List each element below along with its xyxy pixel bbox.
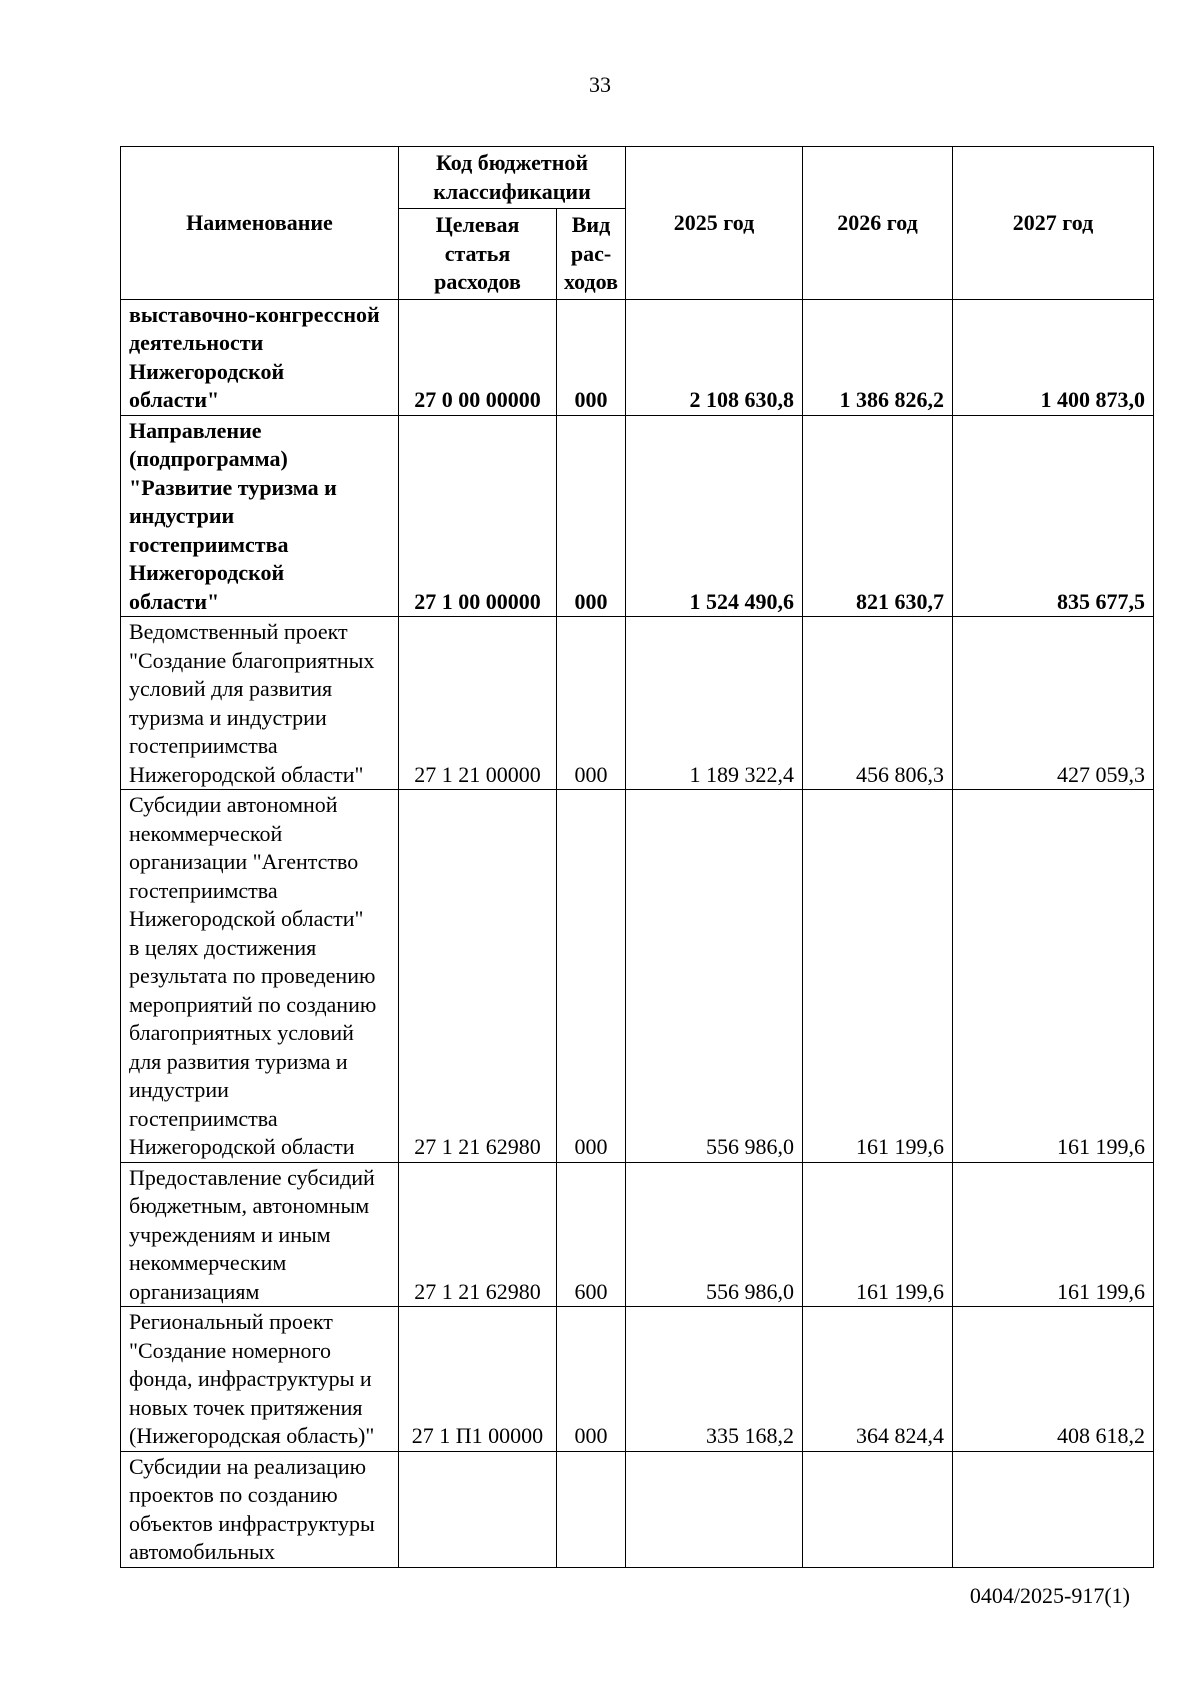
table-row bbox=[121, 790, 1154, 1163]
row-2025: 1 189 322,4 bbox=[626, 617, 803, 790]
row-expense-type: 000 bbox=[557, 1307, 626, 1452]
row-2027: 835 677,5 bbox=[953, 415, 1154, 617]
row-2027: 408 618,2 bbox=[953, 1307, 1154, 1452]
row-expense-type: 000 bbox=[557, 617, 626, 790]
row-2026: 161 199,6 bbox=[803, 790, 953, 1163]
row-expense-type: 000 bbox=[557, 415, 626, 617]
row-2026: 161 199,6 bbox=[803, 1162, 953, 1307]
row-name: Ведомственный проект "Создание благоприятных условий для развития туризма и индустрии гостеприимства Нижегородской области" bbox=[121, 617, 399, 790]
header-name: Наименование bbox=[121, 147, 399, 300]
row-target-code: 27 1 00 00000 bbox=[399, 415, 557, 617]
table-row bbox=[121, 1162, 1154, 1307]
row-2025: 1 524 490,6 bbox=[626, 415, 803, 617]
row-2025: 556 986,0 bbox=[626, 1162, 803, 1307]
row-expense-type bbox=[557, 1451, 626, 1567]
header-2025: 2025 год bbox=[626, 147, 803, 300]
row-target-code bbox=[399, 1451, 557, 1567]
header-expense-type: Вид рас-ходов bbox=[557, 209, 626, 300]
row-2025: 335 168,2 bbox=[626, 1307, 803, 1452]
row-expense-type: 000 bbox=[557, 299, 626, 415]
row-name: Направление (подпрограмма) "Развитие туризма и индустрии гостеприимства Нижегородской области" bbox=[121, 415, 399, 617]
row-2026 bbox=[803, 1451, 953, 1567]
row-2027: 427 059,3 bbox=[953, 617, 1154, 790]
table-row bbox=[121, 299, 1154, 415]
row-name: Субсидии автономной некоммерческой организации "Агентство гостеприимства Нижегородской области" в целях достижения результата по проведению мероприятий по созданию благоприятных условий для развития туризма и индустрии гостеприимства Нижегородской области bbox=[121, 790, 399, 1163]
row-target-code: 27 1 21 62980 bbox=[399, 790, 557, 1163]
row-target-code: 27 1 П1 00000 bbox=[399, 1307, 557, 1452]
document-registration-code: 0404/2025-917(1) bbox=[969, 1583, 1130, 1608]
header-target-article: Целевая статья расходов bbox=[399, 209, 557, 300]
row-2025 bbox=[626, 1451, 803, 1567]
row-expense-type: 600 bbox=[557, 1162, 626, 1307]
row-2027: 1 400 873,0 bbox=[953, 299, 1154, 415]
page-number: 33 bbox=[589, 72, 611, 97]
row-2027: 161 199,6 bbox=[953, 1162, 1154, 1307]
row-name: выставочно-конгрессной деятельности Нижегородской области" bbox=[121, 299, 399, 415]
row-2025: 2 108 630,8 bbox=[626, 299, 803, 415]
row-target-code: 27 0 00 00000 bbox=[399, 299, 557, 415]
row-2027: 161 199,6 bbox=[953, 790, 1154, 1163]
row-name: Предоставление субсидий бюджетным, автономным учреждениям и иным некоммерческим организациям bbox=[121, 1162, 399, 1307]
row-name: Субсидии на реализацию проектов по созданию объектов инфраструктуры автомобильных bbox=[121, 1451, 399, 1567]
row-target-code: 27 1 21 62980 bbox=[399, 1162, 557, 1307]
row-2026: 821 630,7 bbox=[803, 415, 953, 617]
row-2026: 1 386 826,2 bbox=[803, 299, 953, 415]
row-name: Региональный проект "Создание номерного фонда, инфраструктуры и новых точек притяжения (Нижегородская область)" bbox=[121, 1307, 399, 1452]
row-2027 bbox=[953, 1451, 1154, 1567]
row-expense-type: 000 bbox=[557, 790, 626, 1163]
row-2026: 456 806,3 bbox=[803, 617, 953, 790]
table-row bbox=[121, 617, 1154, 790]
header-2027: 2027 год bbox=[953, 147, 1154, 300]
row-2026: 364 824,4 bbox=[803, 1307, 953, 1452]
header-2026: 2026 год bbox=[803, 147, 953, 300]
row-target-code: 27 1 21 00000 bbox=[399, 617, 557, 790]
table-row bbox=[121, 415, 1154, 617]
header-budget-classification: Код бюджетной классификации bbox=[399, 147, 626, 209]
table-row bbox=[121, 1451, 1154, 1567]
row-2025: 556 986,0 bbox=[626, 790, 803, 1163]
table-row bbox=[121, 1307, 1154, 1452]
budget-table bbox=[120, 146, 1154, 1568]
